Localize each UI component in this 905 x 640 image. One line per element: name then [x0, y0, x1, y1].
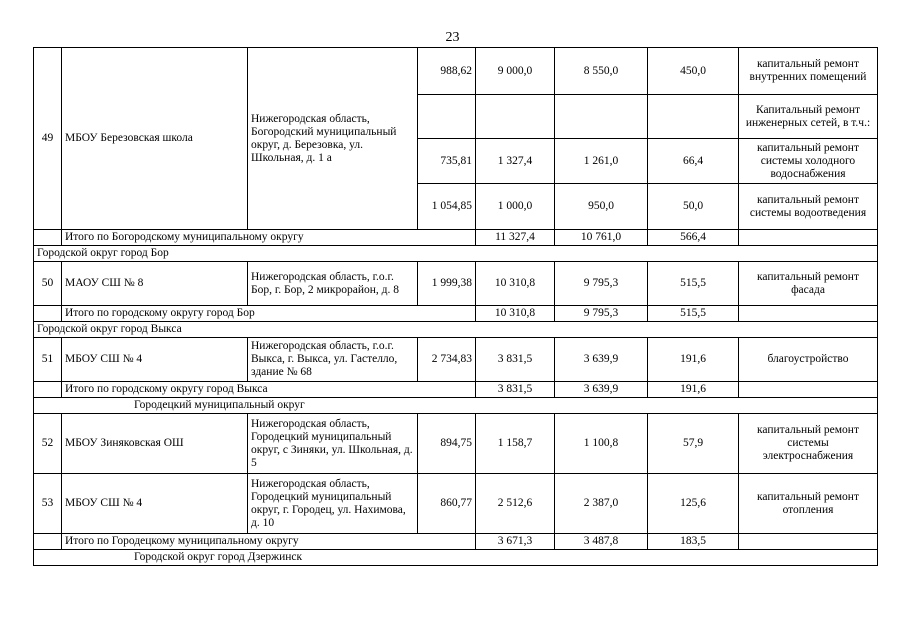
empty-cell	[34, 534, 62, 550]
section-title: Городской округ город Бор	[34, 246, 878, 262]
amount-b-cell: 450,0	[648, 48, 739, 95]
institution-name: МБОУ СШ № 4	[62, 338, 248, 382]
empty-cell	[34, 382, 62, 398]
institution-name: МБОУ СШ № 4	[62, 474, 248, 534]
amount-a-cell	[555, 95, 648, 139]
amount-a-cell: 3 639,9	[555, 338, 648, 382]
section-title: Городецкий муниципальный округ	[34, 398, 878, 414]
address: Нижегородская область, Богородский муниципальный округ, д. Березовка, ул. Школьная, д. 1 а	[248, 48, 418, 230]
area-cell: 1 999,38	[418, 262, 476, 306]
address: Нижегородская область, Городецкий муниципальный округ, с Зиняки, ул. Школьная, д. 5	[248, 414, 418, 474]
amount-a-cell: 1 261,0	[555, 139, 648, 184]
amount-a-cell: 2 387,0	[555, 474, 648, 534]
amount-b-cell	[648, 95, 739, 139]
subtotal-label: Итого по Богородскому муниципальному округу	[62, 230, 476, 246]
work-type-cell: капитальный ремонт внутренних помещений	[739, 48, 878, 95]
total-cell: 1 327,4	[476, 139, 555, 184]
area-cell	[418, 95, 476, 139]
empty-cell	[739, 230, 878, 246]
amount-b-cell: 50,0	[648, 184, 739, 230]
total-cell: 1 000,0	[476, 184, 555, 230]
total-cell	[476, 95, 555, 139]
amount-a-cell: 10 761,0	[555, 230, 648, 246]
row-number: 50	[34, 262, 62, 306]
subtotal-row	[34, 306, 878, 322]
amount-b-cell: 57,9	[648, 414, 739, 474]
section-title: Городской округ город Выкса	[34, 322, 878, 338]
work-type-cell: Капитальный ремонт инженерных сетей, в т.ч.:	[739, 95, 878, 139]
table-row	[34, 262, 878, 306]
area-cell: 735,81	[418, 139, 476, 184]
table-row	[34, 48, 878, 95]
institution-name: МБОУ Березовская школа	[62, 48, 248, 230]
total-cell: 11 327,4	[476, 230, 555, 246]
area-cell: 860,77	[418, 474, 476, 534]
row-number: 53	[34, 474, 62, 534]
page-number: 23	[445, 30, 460, 45]
total-cell: 3 831,5	[476, 338, 555, 382]
amount-b-cell: 125,6	[648, 474, 739, 534]
section-header-row	[34, 322, 878, 338]
work-type-cell: капитальный ремонт системы электроснабжения	[739, 414, 878, 474]
subtotal-label: Итого по городскому округу город Выкса	[62, 382, 476, 398]
total-cell: 3 831,5	[476, 382, 555, 398]
area-cell: 2 734,83	[418, 338, 476, 382]
institution-name: МБОУ Зиняковская ОШ	[62, 414, 248, 474]
amount-b-cell: 66,4	[648, 139, 739, 184]
amount-b-cell: 566,4	[648, 230, 739, 246]
section-title: Городской округ город Дзержинск	[34, 550, 878, 566]
empty-cell	[739, 382, 878, 398]
row-number: 49	[34, 48, 62, 230]
amount-a-cell: 8 550,0	[555, 48, 648, 95]
area-cell: 894,75	[418, 414, 476, 474]
amount-b-cell: 191,6	[648, 382, 739, 398]
table-row	[34, 414, 878, 474]
area-cell: 988,62	[418, 48, 476, 95]
subtotal-row	[34, 230, 878, 246]
work-type-cell: капитальный ремонт отопления	[739, 474, 878, 534]
total-cell: 10 310,8	[476, 306, 555, 322]
total-cell: 1 158,7	[476, 414, 555, 474]
table-row	[34, 474, 878, 534]
row-number: 52	[34, 414, 62, 474]
amount-a-cell: 950,0	[555, 184, 648, 230]
empty-cell	[34, 306, 62, 322]
total-cell: 9 000,0	[476, 48, 555, 95]
area-cell: 1 054,85	[418, 184, 476, 230]
total-cell: 3 671,3	[476, 534, 555, 550]
amount-b-cell: 515,5	[648, 306, 739, 322]
row-number: 51	[34, 338, 62, 382]
work-type-cell: благоустройство	[739, 338, 878, 382]
total-cell: 2 512,6	[476, 474, 555, 534]
address: Нижегородская область, г.о.г. Выкса, г. Выкса, ул. Гастелло, здание № 68	[248, 338, 418, 382]
amount-a-cell: 3 487,8	[555, 534, 648, 550]
subtotal-label: Итого по Городецкому муниципальному округу	[62, 534, 476, 550]
amount-a-cell: 9 795,3	[555, 306, 648, 322]
table-row	[34, 338, 878, 382]
work-type-cell: капитальный ремонт системы водоотведения	[739, 184, 878, 230]
work-type-cell: капитальный ремонт системы холодного водоснабжения	[739, 139, 878, 184]
empty-cell	[739, 306, 878, 322]
amount-b-cell: 191,6	[648, 338, 739, 382]
funding-table	[33, 47, 878, 566]
institution-name: МАОУ СШ № 8	[62, 262, 248, 306]
total-cell: 10 310,8	[476, 262, 555, 306]
amount-b-cell: 183,5	[648, 534, 739, 550]
section-header-row	[34, 398, 878, 414]
empty-cell	[34, 230, 62, 246]
section-header-row	[34, 550, 878, 566]
amount-b-cell: 515,5	[648, 262, 739, 306]
amount-a-cell: 3 639,9	[555, 382, 648, 398]
subtotal-label: Итого по городскому округу город Бор	[62, 306, 476, 322]
section-header-row	[34, 246, 878, 262]
subtotal-row	[34, 534, 878, 550]
amount-a-cell: 9 795,3	[555, 262, 648, 306]
work-type-cell: капитальный ремонт фасада	[739, 262, 878, 306]
amount-a-cell: 1 100,8	[555, 414, 648, 474]
empty-cell	[739, 534, 878, 550]
address: Нижегородская область, г.о.г. Бор, г. Бор, 2 микрорайон, д. 8	[248, 262, 418, 306]
address: Нижегородская область, Городецкий муниципальный округ, г. Городец, ул. Нахимова, д. 10	[248, 474, 418, 534]
subtotal-row	[34, 382, 878, 398]
